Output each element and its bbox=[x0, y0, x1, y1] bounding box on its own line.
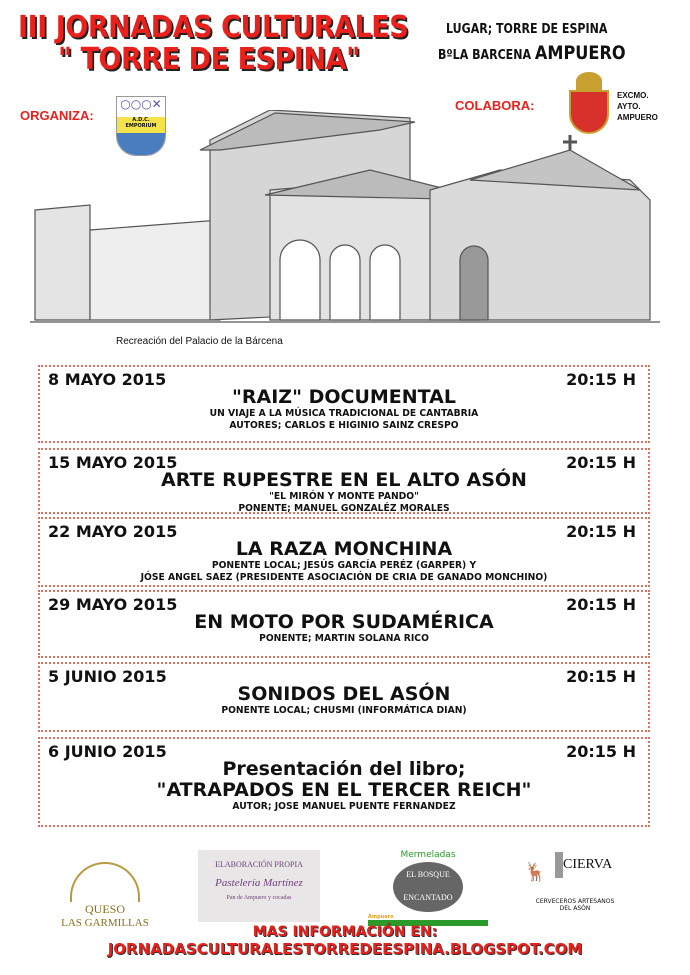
organiza-label: ORGANIZA: bbox=[20, 108, 94, 123]
more-info-label: MAS INFORMACIÓN EN: bbox=[252, 924, 438, 940]
event-time: 20:15 H bbox=[566, 522, 636, 541]
colabora-label: COLABORA: bbox=[455, 98, 535, 113]
sponsor-mermeladas-logo: Mermeladas EL BOSQUE ENCANTADO Ampuero bbox=[368, 850, 488, 926]
event-date: 22 MAYO 2015 bbox=[48, 522, 178, 541]
event-title: SONIDOS DEL ASÓN bbox=[237, 683, 451, 705]
poster-title-line1: III JORNADAS CULTURALES bbox=[18, 10, 409, 45]
event-item bbox=[38, 737, 650, 827]
event-title-2: "ATRAPADOS EN EL TERCER REICH" bbox=[156, 779, 532, 801]
event-detail: PONENTE LOCAL; JESÚS GARCÍA PERÉZ (GARPER) Y bbox=[211, 560, 477, 571]
event-title: EN MOTO POR SUDAMÉRICA bbox=[194, 611, 494, 633]
event-time: 20:15 H bbox=[566, 742, 636, 761]
ayuntamiento-label: EXCMO. AYTO. AMPUERO bbox=[617, 91, 658, 122]
event-detail: UN VIAJE A LA MÚSICA TRADICIONAL DE CANTABRIA bbox=[209, 408, 479, 419]
event-date: 6 JUNIO 2015 bbox=[48, 742, 167, 761]
event-detail: AUTORES; CARLOS E HIGINIO SAINZ CRESPO bbox=[229, 420, 459, 431]
sponsor-cierva-logo: CIERVA 🦌 CERVECEROS ARTESANOS DEL ASÓN bbox=[520, 842, 630, 912]
event-date: 8 MAYO 2015 bbox=[48, 370, 167, 389]
event-detail: "EL MIRÓN Y MONTE PANDO" bbox=[269, 491, 419, 502]
event-title: ARTE RUPESTRE EN EL ALTO ASÓN bbox=[161, 469, 527, 491]
event-detail: PONENTE LOCAL; CHUSMI (INFORMÁTICA DIAN) bbox=[221, 705, 467, 716]
poster-title-line2: " TORRE DE ESPINA" bbox=[58, 42, 360, 77]
palacio-illustration bbox=[30, 110, 660, 335]
illustration-caption: Recreación del Palacio de la Bárcena bbox=[116, 336, 283, 347]
event-time: 20:15 H bbox=[566, 667, 636, 686]
event-title: LA RAZA MONCHINA bbox=[235, 538, 453, 560]
place-town: AMPUERO bbox=[534, 42, 626, 64]
event-date: 15 MAYO 2015 bbox=[48, 453, 178, 472]
event-time: 20:15 H bbox=[566, 595, 636, 614]
event-item bbox=[38, 365, 650, 443]
event-date: 29 MAYO 2015 bbox=[48, 595, 178, 614]
event-item bbox=[38, 662, 650, 732]
event-detail: JÓSE ANGEL SAEZ (PRESIDENTE ASOCIACIÓN DE CRIA DE GANADO MONCHINO) bbox=[140, 572, 548, 583]
event-detail: PONENTE; MARTIN SOLANA RICO bbox=[259, 633, 429, 644]
emporium-logo: ○○○✕ A.D.C. EMPORIUM bbox=[116, 96, 166, 156]
sponsor-pasteleria-logo: ELABORACIÓN PROPIA Pastelería Martínez Pan de Ampuero y cocadas bbox=[198, 850, 320, 922]
event-time: 20:15 H bbox=[566, 453, 636, 472]
blog-link[interactable]: JORNADASCULTURALESTORREDEESPINA.BLOGSPOT.COM bbox=[107, 940, 583, 958]
place-line: LUGAR; TORRE DE ESPINA bbox=[446, 22, 608, 37]
event-item bbox=[38, 448, 650, 514]
event-title: Presentación del libro; bbox=[222, 758, 466, 780]
place-neighborhood: BºLA BARCENA AMPUERO bbox=[438, 42, 626, 64]
event-detail: PONENTE; MANUEL GONZALÉZ MORALES bbox=[238, 503, 450, 514]
event-detail: AUTOR; JOSE MANUEL PUENTE FERNANDEZ bbox=[232, 801, 456, 812]
event-date: 5 JUNIO 2015 bbox=[48, 667, 167, 686]
event-item bbox=[38, 517, 650, 587]
event-time: 20:15 H bbox=[566, 370, 636, 389]
event-item bbox=[38, 590, 650, 658]
sponsor-queso-logo: QUESO LAS GARMILLAS bbox=[50, 862, 160, 929]
event-title: "RAIZ" DOCUMENTAL bbox=[232, 386, 456, 408]
